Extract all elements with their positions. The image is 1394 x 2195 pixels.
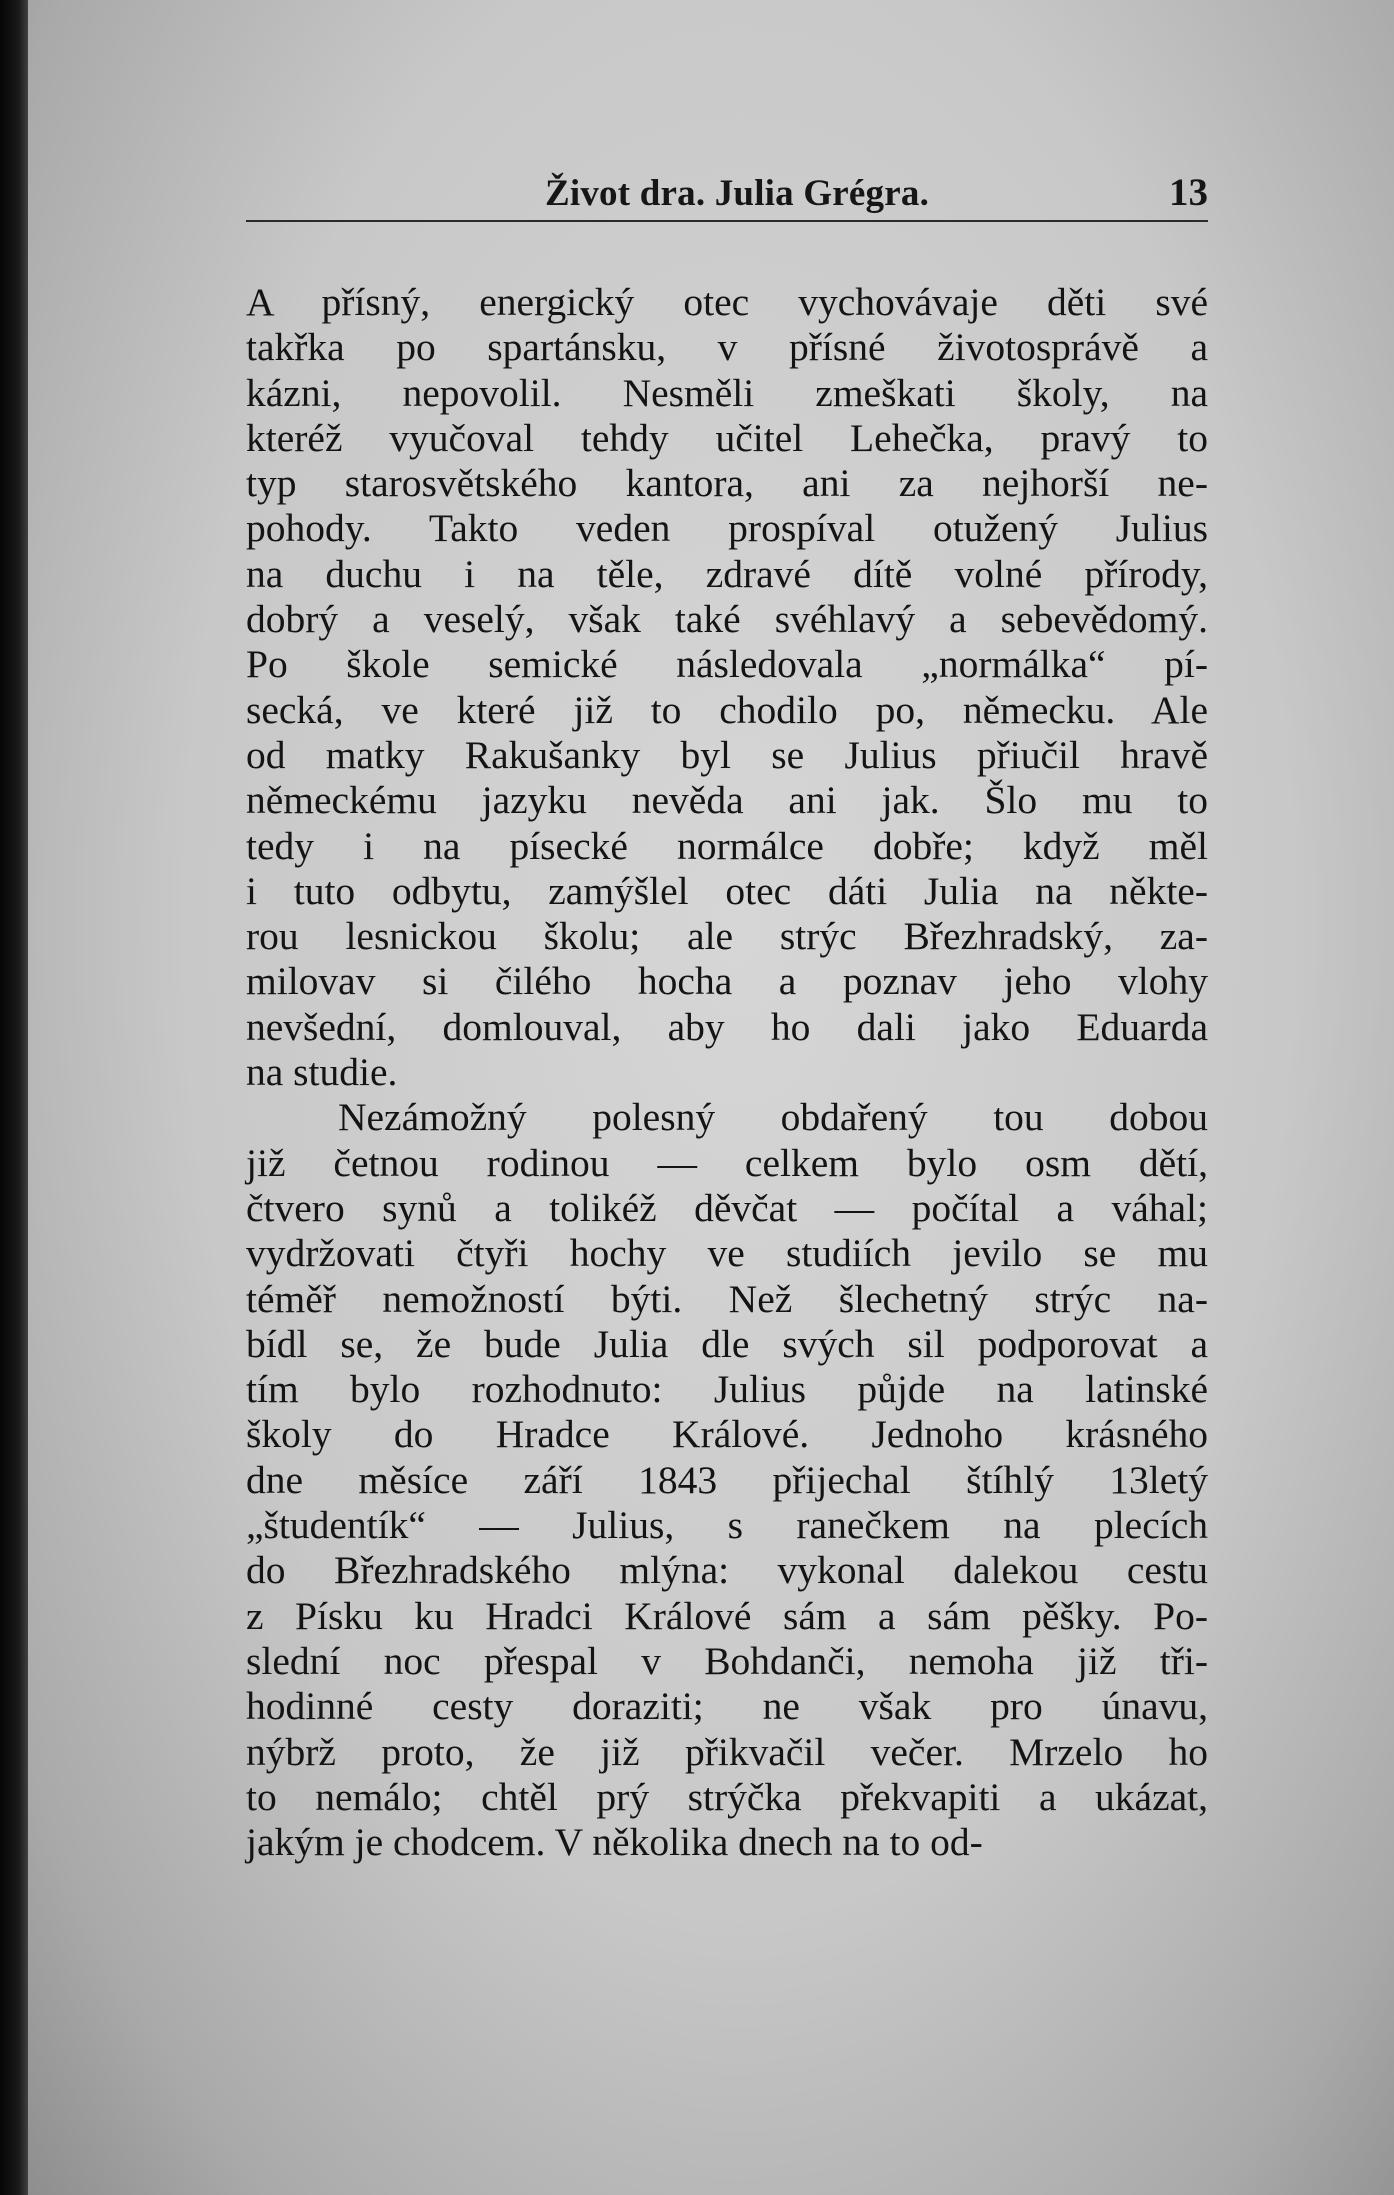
text-line: německému jazyku nevěda ani jak. Šlo mu to xyxy=(246,778,1208,823)
text-line: nevšední, domlouval, aby ho dali jako Eduarda xyxy=(246,1004,1208,1049)
text-line: od matky Rakušanky byl se Julius přiučil hravě xyxy=(246,732,1208,777)
text-line: milovav si čilého hocha a poznav jeho vlohy xyxy=(246,959,1208,1004)
text-line: bídl se, že bude Julia dle svých sil podporovat a xyxy=(246,1321,1208,1366)
text-line: hodinné cesty doraziti; ne však pro únavu, xyxy=(246,1684,1208,1729)
text-line: to nemálo; chtěl prý strýčka překvapiti a ukázat, xyxy=(246,1774,1208,1819)
text-line: tím bylo rozhodnuto: Julius půjde na latinské xyxy=(246,1367,1208,1412)
text-line: kteréž vyučoval tehdy učitel Lehečka, pravý to xyxy=(246,415,1208,460)
text-line: rou lesnickou školu; ale strýc Březhradský, za- xyxy=(246,914,1208,959)
running-header-title: Život dra. Julia Grégra. xyxy=(545,173,930,214)
text-line: typ starosvětského kantora, ani za nejhorší ne- xyxy=(246,461,1208,506)
text-line: na studie. xyxy=(246,1050,398,1095)
text-line: pohody. Takto veden prospíval otužený Julius xyxy=(246,506,1208,551)
text-line: kázni, nepovolil. Nesměli zmeškati školy, na xyxy=(246,370,1208,415)
text-line: Po škole semické následovala „normálka“ pí- xyxy=(246,642,1208,687)
text-line: již četnou rodinou — celkem bylo osm dětí, xyxy=(246,1140,1208,1185)
running-header xyxy=(246,168,1208,222)
text-line: z Písku ku Hradci Králové sám a sám pěšky. Po- xyxy=(246,1593,1208,1638)
text-line: jakým je chodcem. V několika dnech na to od- xyxy=(246,1820,983,1865)
text-line: na duchu i na těle, zdravé dítě volné přírody, xyxy=(246,551,1208,596)
text-line: tedy i na písecké normálce dobře; když měl xyxy=(246,823,1208,868)
text-line: nýbrž proto, že již přikvačil večer. Mrzelo ho xyxy=(246,1729,1208,1774)
body-text xyxy=(246,280,1208,1865)
text-line: i tuto odbytu, zamýšlel otec dáti Julia na někte- xyxy=(246,868,1208,913)
text-line: čtvero synů a tolikéž děvčat — počítal a váhal; xyxy=(246,1185,1208,1230)
text-line: A přísný, energický otec vychovávaje děti své xyxy=(246,280,1208,324)
text-line: dobrý a veselý, však také svéhlavý a sebevědomý. xyxy=(246,597,1208,642)
text-line: téměř nemožností býti. Než šlechetný strýc na- xyxy=(246,1276,1208,1321)
text-line: dne měsíce září 1843 přijechal štíhlý 13letý xyxy=(246,1457,1208,1502)
text-line: vydržovati čtyři hochy ve studiích jevilo se mu xyxy=(246,1231,1208,1276)
text-line: školy do Hradce Králové. Jednoho krásného xyxy=(246,1412,1208,1457)
text-line: do Březhradského mlýna: vykonal dalekou cestu xyxy=(246,1548,1208,1593)
text-line: takřka po spartánsku, v přísné životosprávě a xyxy=(246,325,1208,370)
text-line: „študentík“ — Julius, s ranečkem na plecích xyxy=(246,1503,1208,1548)
text-line: secká, ve které již to chodilo po, německu. Ale xyxy=(246,687,1208,732)
text-line: slední noc přespal v Bohdanči, nemoha již tři- xyxy=(246,1638,1208,1683)
page-number: 13 xyxy=(1169,171,1208,214)
text-line: Nezámožný polesný obdařený tou dobou xyxy=(338,1095,1208,1140)
book-page xyxy=(28,0,1394,2195)
